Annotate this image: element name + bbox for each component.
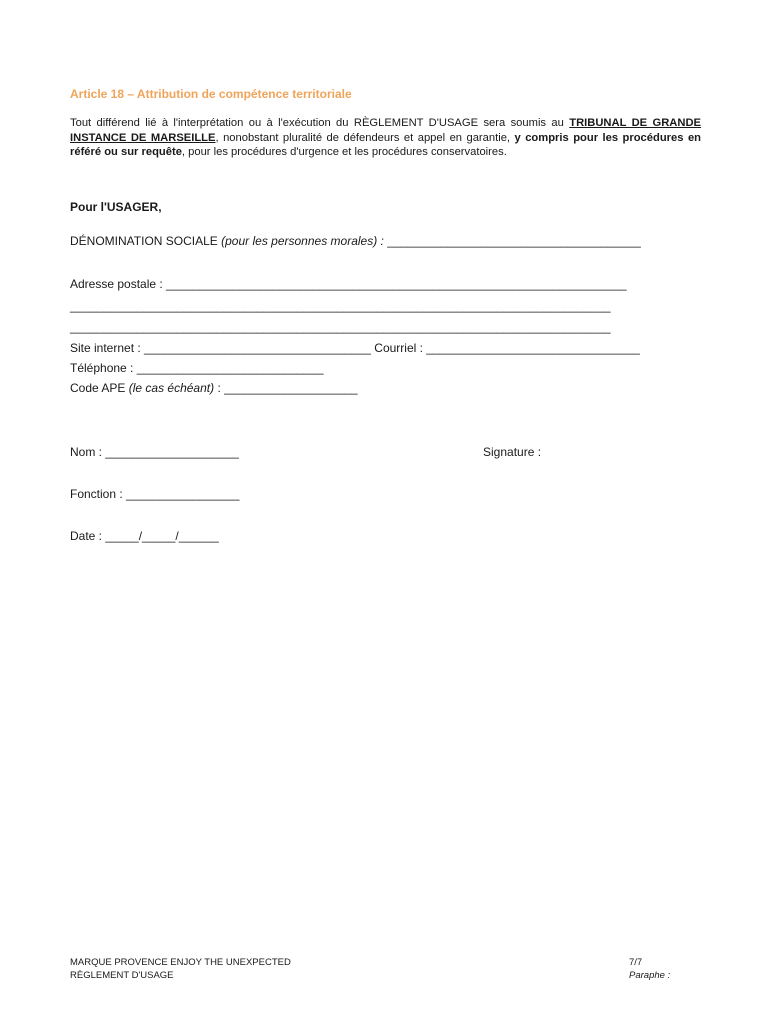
code-ape-label: Code APE (70, 381, 129, 395)
paragraph-text-1: Tout différend lié à l'interprétation ou à l'exécution du RÈGLEMENT D'USAGE sera soumis au (70, 117, 570, 129)
court-name: TRIBUNAL DE GRANDE INSTANCE DE MARSEILLE (70, 117, 701, 144)
denomination-label: DÉNOMINATION SOCIALE (70, 234, 222, 248)
footer-right (629, 956, 670, 982)
adresse-line-2: _________________________________________________________________________________ (70, 299, 611, 313)
nom-field: Nom : ____________________ (70, 445, 239, 459)
site-courriel-field: Site internet : __________________________________ Courriel : ________________________________ (70, 341, 640, 355)
denomination-blank: ______________________________________ (387, 234, 641, 248)
paragraph-bold-text: y compris pour les procédures en référé ou sur requête (70, 131, 701, 158)
footer-brand: MARQUE PROVENCE ENJOY THE UNEXPECTED (70, 957, 291, 968)
date-field: Date : _____/_____/______ (70, 529, 219, 543)
footer-doc-title: RÈGLEMENT D'USAGE (70, 970, 174, 981)
fonction-field: Fonction : _________________ (70, 487, 240, 501)
telephone-field: Téléphone : ____________________________ (70, 361, 324, 375)
adresse-field: Adresse postale : _____________________________________________________________________ (70, 277, 627, 291)
footer-left (70, 956, 291, 982)
adresse-line-3: _________________________________________________________________________________ (70, 320, 611, 334)
paragraph-text-2: , nonobstant pluralité de défendeurs et appel en garantie, (215, 131, 515, 144)
pour-usager-label: Pour l'USAGER, (70, 200, 162, 214)
signature-label: Signature : (483, 445, 542, 459)
paragraph-text-3: , pour les procédures d'urgence et les procédures conservatoires. (181, 146, 507, 158)
code-ape-field (70, 381, 358, 395)
code-ape-note: (le cas échéant) (128, 381, 215, 395)
page-number: 7/7 (629, 957, 643, 968)
code-ape-blank: : ____________________ (214, 381, 358, 395)
denomination-note: (pour les personnes morales) : (221, 234, 388, 248)
article-paragraph (70, 116, 701, 160)
paraphe-label: Paraphe : (629, 970, 671, 981)
denomination-field (70, 234, 641, 248)
article-heading: Article 18 – Attribution de compétence territoriale (70, 87, 352, 101)
